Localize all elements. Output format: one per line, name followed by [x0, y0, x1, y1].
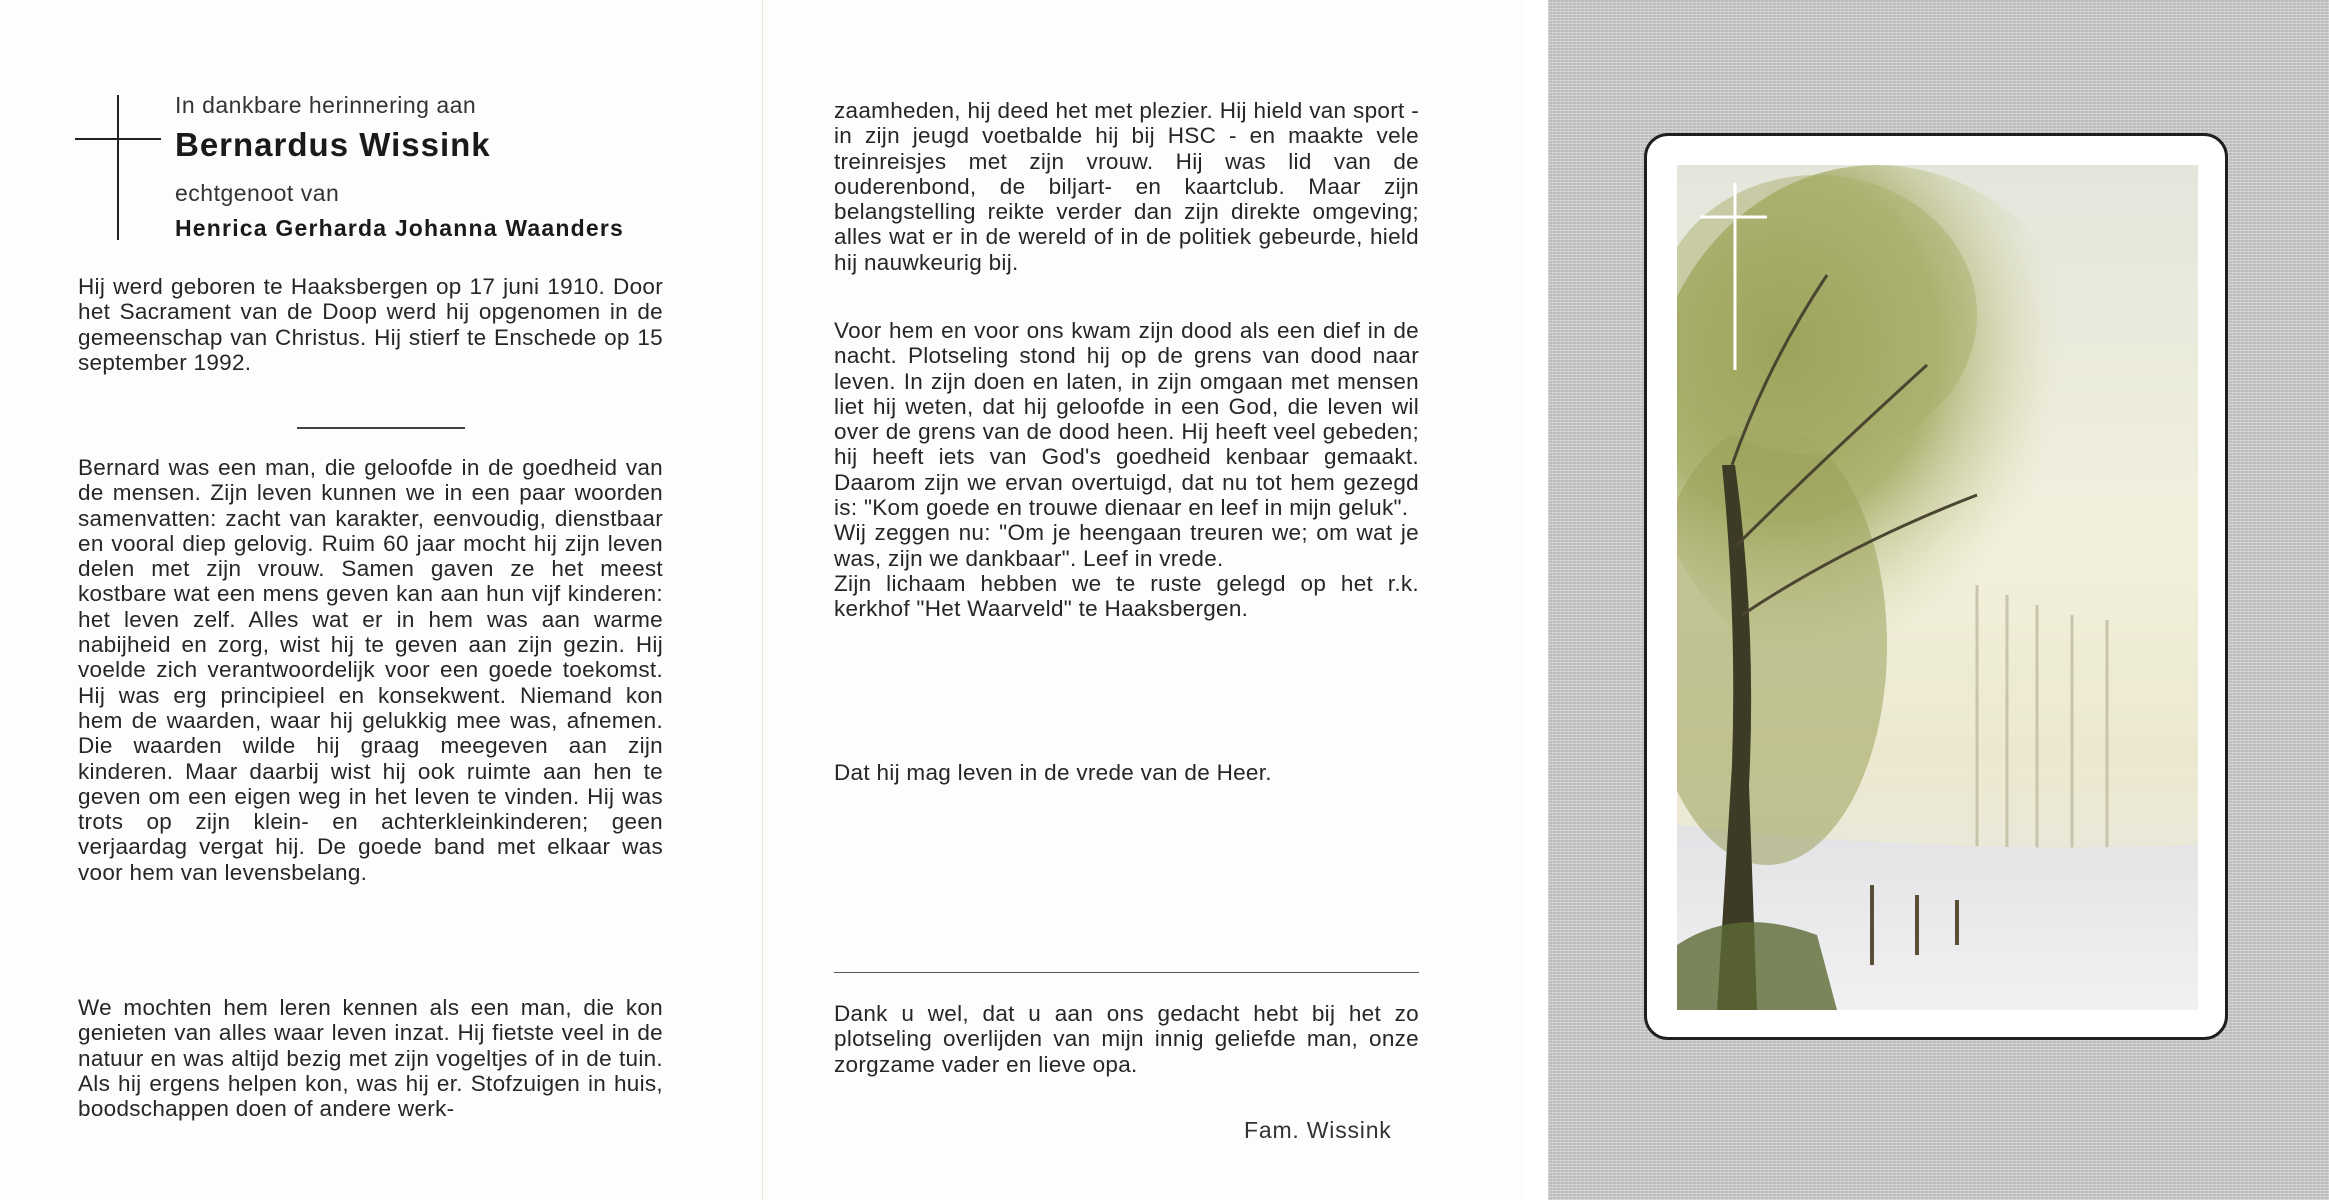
hobbies-paragraph: zaamheden, hij deed het met plezier. Hij hield van sport - in zijn jeugd voetbalde hij bij HSC - en maakte vele treinreisjes met zijn vrouw. Hij was lid van de ouderenbond, de biljart- en kaartclub. Maar zijn belangstelling reikte verder dan zijn direkte omgeving; alles wat er in de wereld of in de politiek gebeurde, hield hij nauwkeurig bij.	[834, 98, 1419, 275]
section-divider	[297, 427, 465, 429]
thanks-paragraph: Dank u wel, dat u aan ons gedacht hebt bij het zo plotseling overlijden van mijn innig geliefde man, onze zorgzame vader en lieve opa.	[834, 1001, 1419, 1077]
closing-prayer: Dat hij mag leven in de vrede van de Heer.	[834, 760, 1272, 785]
burial-paragraph: Zijn lichaam hebben we te ruste gelegd op het r.k. kerkhof "Het Waarveld" te Haaksbergen.	[834, 570, 1419, 622]
biography-paragraph-2: We mochten hem leren kennen als een man, die kon genieten van alles waar leven inzat. Hij fietste veel in de natuur en was altijd bezig met zijn vogeltjes of in de tuin. Als hij ergens helpen kon, was hij er. Stofzuigen in huis, boodschappen doen of andere werk-	[78, 995, 663, 1122]
faith-paragraph: Voor hem en voor ons kwam zijn dood als een dief in de nacht. Plotseling stond hij op de grens van dood naar leven. In zijn doen en laten, in zijn omgaan met mensen liet hij weten, dat hij geloofde in een God, die leven wil over de grens van de dood heen. Hij heeft veel gebeden; hij heeft iets van God's goedheid kenbaar gemaakt. Daarom zijn we ervan overtuigd, dat nu tot hem gezegd is: "Kom goede en trouwe dienaar en leef in mijn geluk".	[834, 318, 1419, 521]
spouse-name: Henrica Gerharda Johanna Waanders	[175, 215, 625, 241]
mourning-paragraph: Wij zeggen nu: "Om je heengaan treuren we; om wat je was, zijn we dankbaar". Leef in vrede.	[834, 520, 1419, 571]
cross-icon-vertical	[117, 95, 119, 240]
landscape-photo	[1677, 165, 2198, 1010]
birth-paragraph: Hij werd geboren te Haaksbergen op 17 juni 1910. Door het Sacrament van de Doop werd hij opgenomen in de gemeenschap van Christus. Hij stierf te Enschede op 15 september 1992.	[78, 274, 663, 375]
intro-text: In dankbare herinnering aan	[175, 92, 477, 118]
family-signature: Fam. Wissink	[1244, 1117, 1392, 1143]
page-gap	[1523, 0, 1548, 1200]
deceased-name: Bernardus Wissink	[175, 126, 491, 163]
thanks-divider	[834, 972, 1419, 973]
spouse-label: echtgenoot van	[175, 180, 340, 206]
biography-paragraph: Bernard was een man, die geloofde in de goedheid van de mensen. Zijn leven kunnen we in een paar woorden samenvatten: zacht van karakter, eenvoudig, dienstbaar en vooral diep gelovig. Ruim 60 jaar mocht hij zijn leven delen met zijn vrouw. Samen gaven ze het meest kostbare wat een mens geven kan aan hun vijf kinderen: het leven zelf. Alles wat er in hem was aan warme nabijheid en zorg, wist hij te geven aan zijn gezin. Hij voelde zich verantwoordelijk voor een goede toekomst. Hij was erg principieel en konsekwent. Niemand kon hem de waarden, waar hij gelukkig mee was, afnemen. Die waarden wilde hij graag meegeven aan zijn kinderen. Maar daarbij wist hij ook ruimte aan hen te geven om een eigen weg in het leven te vinden. Hij was trots op zijn klein- en achterkleinkinderen; geen verjaardag vergat hij. De goede band met elkaar was voor hem van levensbelang.	[78, 455, 663, 885]
faith-section	[834, 318, 1419, 622]
cross-icon-horizontal	[75, 138, 161, 140]
